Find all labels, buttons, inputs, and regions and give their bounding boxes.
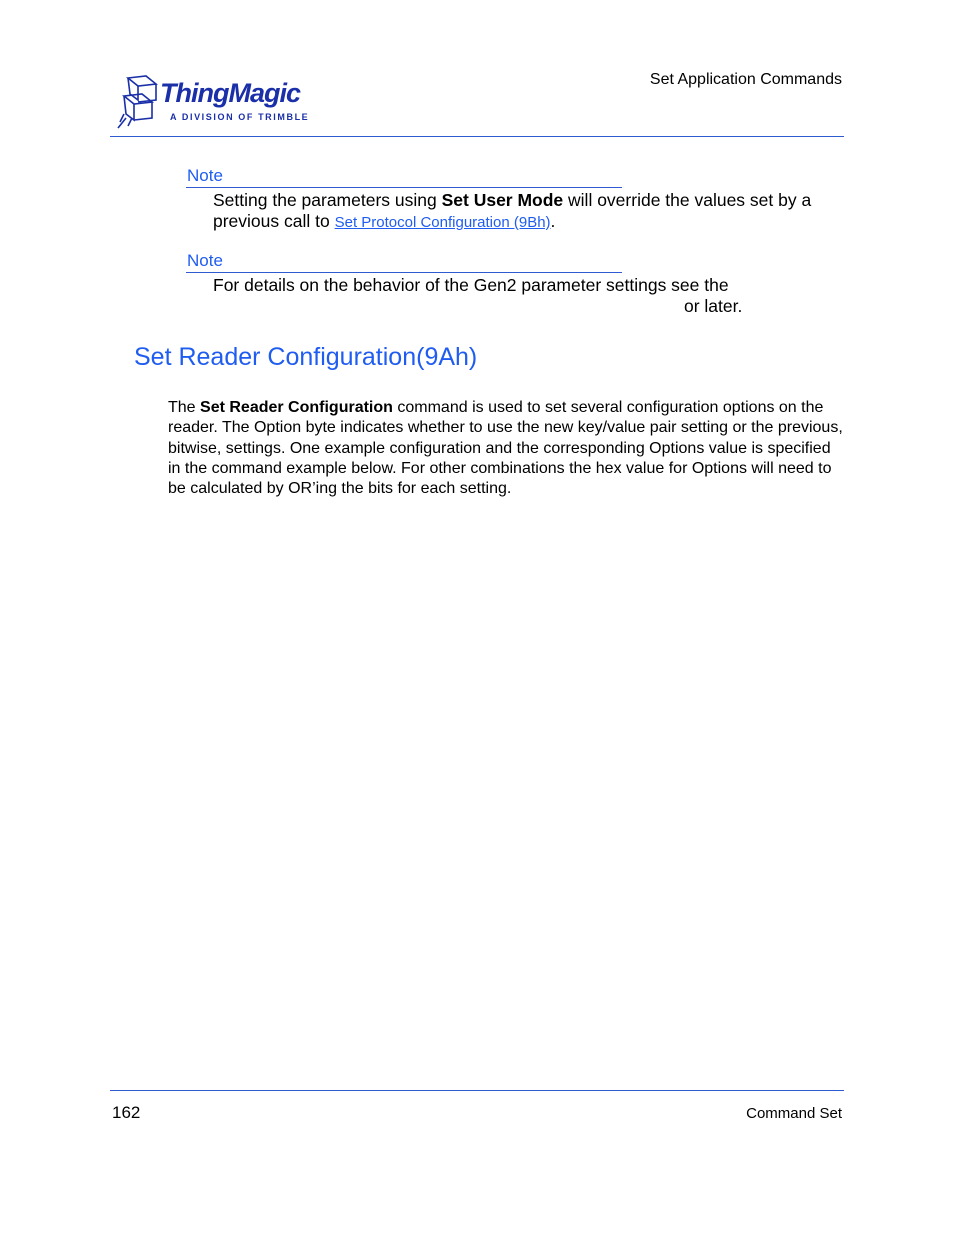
note-rule [186, 272, 622, 273]
note-label: Note [187, 166, 223, 185]
note-text: For details on the behavior of the Gen2 parameter settings see the or later. [213, 275, 743, 316]
logo-wordmark: ThingMagic [160, 78, 300, 108]
note-bold-term: Set User Mode [441, 190, 564, 210]
note-label: Note [187, 251, 223, 270]
body-paragraph: The Set Reader Configuration command is used to set several configuration options on the reader. The Option byte indicates whether to use the new key/value pair setting or the previous, bitwise, settings. One example configuration and the corresponding Options value is specified in the command example below. For other combinations the hex value for Options will need to be calculated by OR’ing the bits for each setting. [168, 399, 843, 498]
set-protocol-configuration-link[interactable]: Set Protocol Configuration (9Bh) [334, 214, 551, 231]
logo-mark-icon [116, 74, 162, 130]
command-name: Set Reader Configuration [200, 399, 393, 416]
footer-rule [110, 1090, 844, 1091]
logo-subtitle: A DIVISION OF TRIMBLE [170, 112, 310, 122]
header-rule [110, 136, 844, 137]
running-header: Set Application Commands [649, 71, 842, 88]
thingmagic-logo [114, 72, 314, 130]
page-number: 162 [112, 1103, 141, 1122]
note-text: Setting the parameters using Set User Mode will override the values set by a previous call to Set Protocol Configuration (9Bh). [213, 190, 812, 231]
section-heading: Set Reader Configuration(9Ah) [134, 343, 478, 371]
note-rule [186, 187, 622, 188]
footer-chapter: Command Set [746, 1105, 842, 1122]
